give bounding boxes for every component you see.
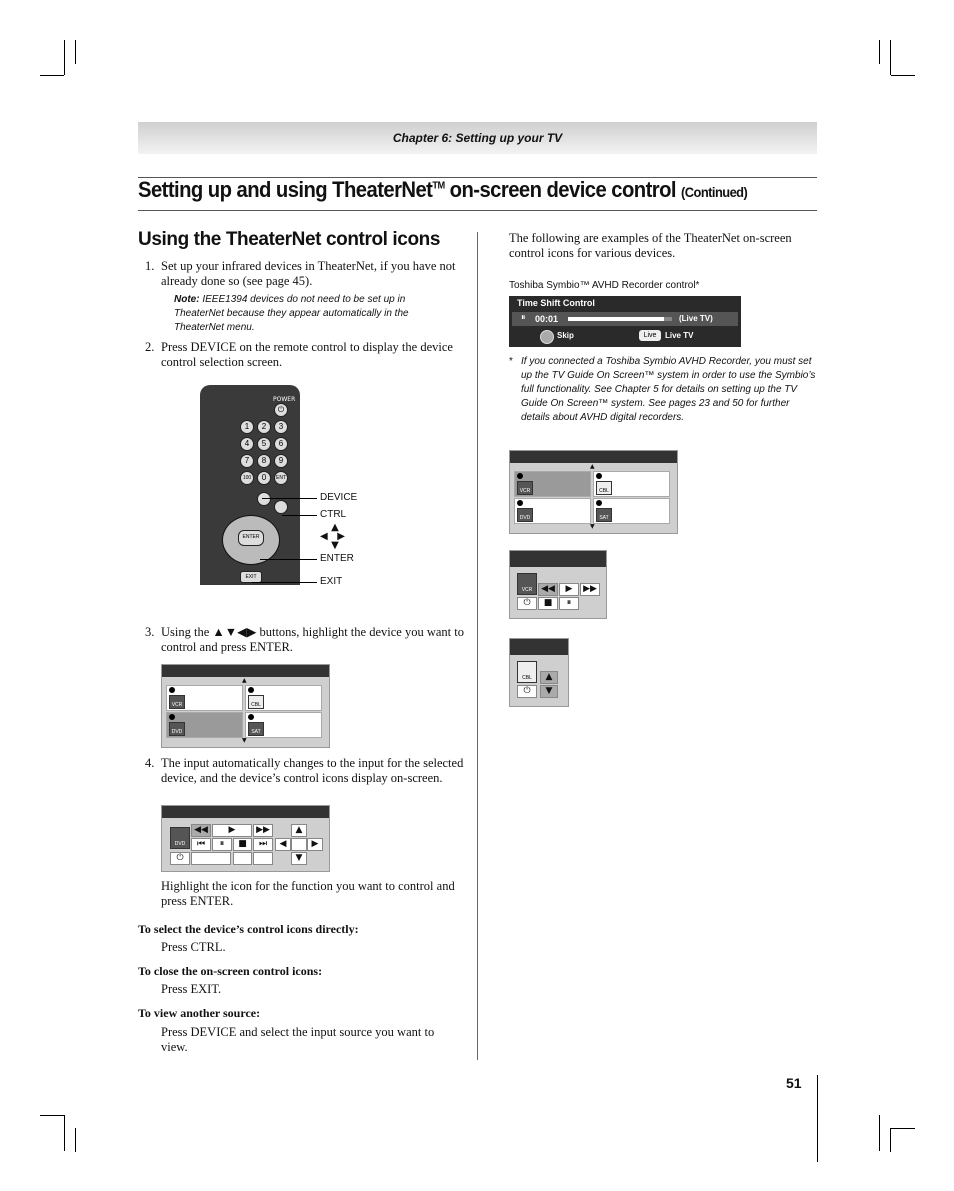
dvd-icon: DVD <box>169 722 185 736</box>
callout-device: DEVICE <box>320 492 358 503</box>
center-blank-icon <box>291 838 307 851</box>
crop-mark <box>40 75 64 76</box>
scroll-up-icon: ▲ <box>590 463 595 470</box>
channel-up-icon: ▲ <box>540 671 558 684</box>
power-label: POWER <box>273 396 296 403</box>
crop-mark <box>64 40 65 75</box>
toshiba-recorder-label: Toshiba Symbio™ AVHD Recorder control* <box>509 280 700 291</box>
chapter-title: Chapter 6: Setting up your TV <box>392 131 563 145</box>
sat-icon: SAT <box>248 722 264 736</box>
up-arrow-icon: ▲ <box>291 824 307 837</box>
page-number: 51 <box>786 1075 802 1091</box>
arrow-keys-icon: ▲ ◀ ▶ ▼ <box>320 522 345 551</box>
subsection-heading-source: To view another source: <box>138 1006 261 1020</box>
step-2-number: 2. <box>145 340 155 354</box>
live-tv-label: Live TV <box>665 331 694 340</box>
live-tv-status: (Live TV) <box>679 314 713 323</box>
subsection-body-ctrl: Press CTRL. <box>161 940 226 954</box>
step-4-number: 4. <box>145 756 155 770</box>
power-button: ⏻ <box>274 403 288 417</box>
rewind-icon: ◀◀ <box>538 583 558 596</box>
blank-control <box>233 852 252 865</box>
blank-control <box>191 852 231 865</box>
subsection-body-exit: Press EXIT. <box>161 982 222 996</box>
note: Note: IEEE1394 devices do not need to be set up in TheaterNet because they appear automatically in the TheaterNet menu. <box>174 294 409 333</box>
number-button-0: 0 <box>257 471 271 485</box>
crop-mark <box>891 75 915 76</box>
crop-mark <box>879 1115 880 1151</box>
number-button-1: 1 <box>240 420 254 434</box>
page-number-rule <box>817 1075 818 1162</box>
number-button-5: 5 <box>257 437 271 451</box>
step-2-text: Press DEVICE on the remote control to display the device control selection screen. <box>161 340 453 369</box>
subsection-heading-ctrl: To select the device’s control icons directly: <box>138 922 359 936</box>
ent-button: ENT <box>274 471 288 485</box>
number-button-7: 7 <box>240 454 254 468</box>
rewind-icon: ◀◀ <box>191 824 211 837</box>
vcr-icon: VCR <box>517 481 533 495</box>
down-arrow-icon: ▼ <box>291 852 307 865</box>
number-button-4: 4 <box>240 437 254 451</box>
elapsed-time: 00:01 <box>535 314 559 324</box>
section-heading: Using the TheaterNet control icons <box>138 229 441 250</box>
dvd-control-screen <box>161 805 330 872</box>
crop-mark <box>890 40 891 75</box>
number-button-8: 8 <box>257 454 271 468</box>
play-icon: ▶ <box>559 583 579 596</box>
crop-mark <box>75 40 76 64</box>
number-button-6: 6 <box>274 437 288 451</box>
callout-line-ctrl <box>282 515 317 516</box>
step-3-number: 3. <box>145 625 155 639</box>
examples-intro: The following are examples of the TheaterNet on-screen control icons for various devices. <box>509 231 792 260</box>
highlight-instruction: Highlight the icon for the function you want to control and press ENTER. <box>161 879 455 908</box>
live-button: Live <box>639 330 661 341</box>
dvd-icon: DVD <box>170 827 190 849</box>
crop-mark <box>879 40 880 64</box>
exit-button: EXIT <box>240 571 262 583</box>
channel-down-icon: ▼ <box>540 685 558 698</box>
cbl-icon: CBL <box>517 661 537 683</box>
crop-mark <box>890 1128 891 1152</box>
vcr-icon: VCR <box>517 573 537 595</box>
number-button-3: 3 <box>274 420 288 434</box>
power-icon: ⏻ <box>170 852 190 865</box>
stop-icon: ■ <box>538 597 558 610</box>
ctrl-button <box>274 500 288 514</box>
remote-control-illustration <box>200 385 300 585</box>
progress-track <box>568 317 672 321</box>
blank-control <box>253 852 273 865</box>
page-title: Setting up and using TheaterNet™ on-screen device control (Continued) <box>138 177 748 202</box>
column-divider <box>477 232 478 1060</box>
scroll-down-icon: ▼ <box>590 523 595 530</box>
scroll-down-icon: ▼ <box>242 737 247 744</box>
number-button-9: 9 <box>274 454 288 468</box>
callout-ctrl: CTRL <box>320 509 347 520</box>
pause-icon: ⏸ <box>212 838 232 851</box>
callout-line-device <box>262 498 317 499</box>
skip-label: Skip <box>557 331 574 340</box>
cbl-icon: CBL <box>596 481 612 495</box>
fast-forward-icon: ▶▶ <box>253 824 273 837</box>
progress-fill <box>568 317 664 321</box>
crop-mark <box>891 1128 915 1129</box>
power-icon: ⏻ <box>517 685 537 698</box>
scroll-up-icon: ▲ <box>242 677 247 684</box>
skip-button-icon <box>540 330 554 344</box>
crop-mark <box>75 1128 76 1152</box>
device-selection-screen <box>161 664 330 748</box>
callout-line-exit <box>252 582 317 583</box>
footnote: If you connected a Toshiba Symbio AVHD Recorder, you must set up the TV Guide On Screen™ system in order to use the Symbio’s full functionality. See Chapter 5 for details on setting up the TV Guide On Screen™ system. See pages 23 and 50 for further details about AVHD digital recorders. <box>521 356 816 423</box>
sat-icon: SAT <box>596 508 612 522</box>
prev-chapter-icon: ⏮ <box>191 838 211 851</box>
number-button-100: 100 <box>240 471 254 485</box>
enter-button: ENTER <box>238 530 264 546</box>
subsection-heading-exit: To close the on-screen control icons: <box>138 964 323 978</box>
cbl-control-screen <box>509 638 569 707</box>
footnote-mark: * <box>509 356 513 367</box>
pause-icon: ⏸ <box>521 313 526 323</box>
play-icon: ▶ <box>212 824 252 837</box>
title-bottom-rule <box>138 210 817 211</box>
device-button <box>257 492 271 506</box>
callout-enter: ENTER <box>320 553 354 564</box>
dvd-icon: DVD <box>517 508 533 522</box>
step-1-number: 1. <box>145 259 155 273</box>
right-arrow-icon: ▶ <box>307 838 323 851</box>
time-shift-control-screen <box>509 296 741 347</box>
power-icon: ⏻ <box>517 597 537 610</box>
number-button-2: 2 <box>257 420 271 434</box>
vcr-icon: VCR <box>169 695 185 709</box>
crop-mark <box>40 1115 64 1116</box>
vcr-control-screen <box>509 550 607 619</box>
fast-forward-icon: ▶▶ <box>580 583 600 596</box>
crop-mark <box>64 1115 65 1151</box>
stop-icon: ■ <box>233 838 252 851</box>
step-3-text: Using the ▲▼◀▶ buttons, highlight the device you want to control and press ENTER. <box>161 625 464 654</box>
step-1-text: Set up your infrared devices in TheaterNet, if you have not already done so (see page 45). <box>161 259 456 288</box>
time-shift-title: Time Shift Control <box>517 298 595 308</box>
left-arrow-icon: ◀ <box>275 838 291 851</box>
callout-exit: EXIT <box>320 576 343 587</box>
subsection-body-source: Press DEVICE and select the input source you want to view. <box>161 1025 435 1054</box>
next-chapter-icon: ⏭ <box>253 838 273 851</box>
callout-line-enter <box>260 559 317 560</box>
pause-icon: ⏸ <box>559 597 579 610</box>
device-selection-screen-example <box>509 450 678 534</box>
cbl-icon: CBL <box>248 695 264 709</box>
step-4-text: The input automatically changes to the input for the selected device, and the device’s control icons display on-screen. <box>161 756 464 785</box>
